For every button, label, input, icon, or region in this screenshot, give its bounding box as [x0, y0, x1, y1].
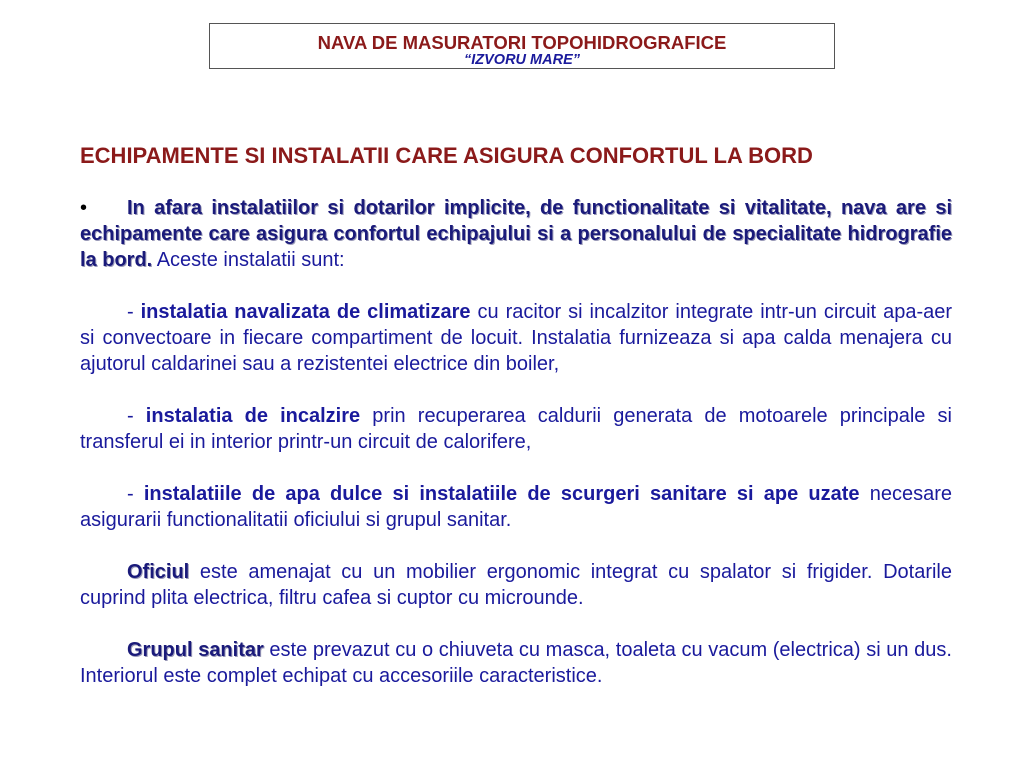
body-text — [80, 195, 952, 715]
item-text: cu racitor si incalzitor integrate intr-un circuit apa-aer si convectoare in fiecare compartiment de locuit. Instalatia furnizeaza si apa calda menajera cu ajutorul caldarinei sau a rezistentei electrice din boiler, — [80, 301, 953, 375]
grupul-text: este prevazut cu o chiuveta cu masca, toaleta cu vacum (electrica) si un dus. Interiorul este complet echipat cu accesoriile caracteristice. — [80, 639, 952, 687]
title-box — [209, 23, 835, 69]
item-bold: instalatia de incalzire — [145, 405, 361, 427]
slide-subtitle: “IZVORU MARE” — [464, 52, 580, 68]
item-dash: - — [127, 301, 141, 323]
item-climatizare — [80, 299, 952, 377]
item-text: necesare asigurarii functionalitatii oficiului si grupul sanitar. — [80, 483, 952, 531]
item-dash: - — [127, 405, 146, 427]
grupul-paragraph — [80, 637, 952, 689]
item-bold: instalatia navalizata de climatizare — [140, 301, 471, 323]
bullet-icon: • — [80, 197, 88, 219]
item-bold: instalatiile de apa dulce si instalatiile de scurgeri sanitare si ape uzate — [143, 483, 860, 505]
intro-paragraph — [80, 195, 952, 273]
item-text: prin recuperarea caldurii generata de motoarele principale si transferul ei in interior printr-un circuit de calorifere, — [80, 405, 952, 453]
intro-text: Aceste instalatii sunt: — [152, 249, 345, 271]
item-dash: - — [127, 483, 144, 505]
slide-title: NAVA DE MASURATORI TOPOHIDROGRAFICE — [317, 32, 727, 53]
section-heading: ECHIPAMENTE SI INSTALATII CARE ASIGURA CONFORTUL LA BORD — [80, 143, 813, 168]
grupul-bold: Grupul sanitar — [127, 639, 264, 661]
item-apa-dulce — [80, 481, 952, 533]
oficiul-bold: Oficiul — [127, 561, 190, 583]
item-incalzire — [80, 403, 952, 455]
oficiul-paragraph — [80, 559, 952, 611]
oficiul-text: este amenajat cu un mobilier ergonomic integrat cu spalator si frigider. Dotarile cuprind plita electrica, filtru cafea si cuptor cu microunde. — [80, 561, 952, 609]
intro-bold: In afara instalatiilor si dotarilor implicite, de functionalitate si vitalitate, nava are si echipamente care asigura confortul echipajului si a personalului de specialitate hidrografie la bord. — [80, 197, 952, 271]
